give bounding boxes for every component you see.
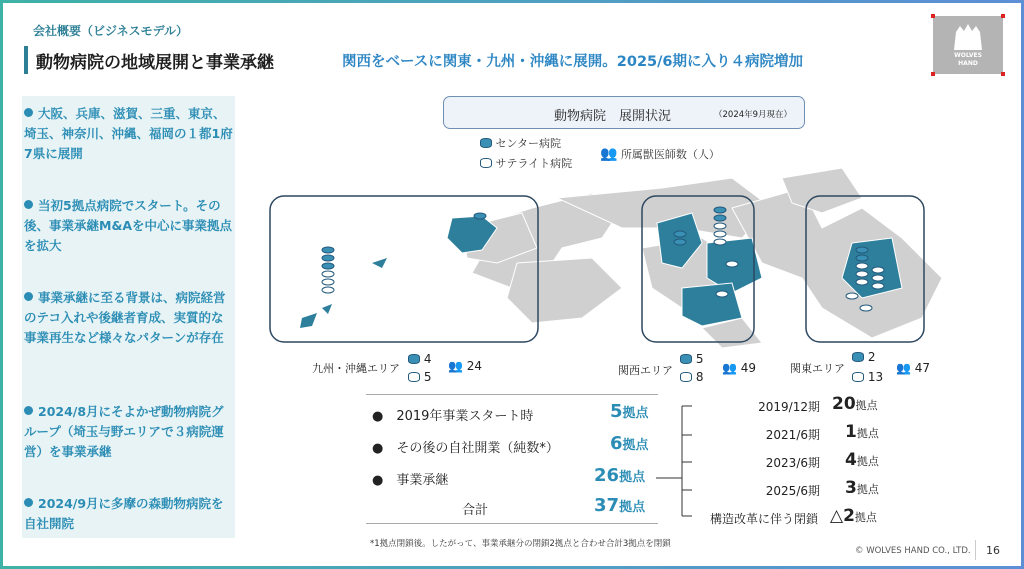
breakdown-period: 2021/6期 [765,428,820,442]
breakdown-period: 構造改革に伴う閉鎖 [710,512,819,526]
bracket-connector [656,400,692,520]
bullet-item: 事業承継に至る背景は、病院経営のテコ入れや後継者育成、実質的な事業再生など様々なパターンが存在 [24,290,226,345]
summary-row: ● 事業承継 [372,473,449,488]
footnote: *1拠点閉鎖後。したがって、事業承継分の閉鎖2拠点と合わせ合計3拠点を閉鎖 [370,539,671,549]
summary-row: ● その後の自社開業（純数*） [372,441,559,456]
area-kanto-satellite: 13 [852,370,883,384]
area-kanto-center: 2 [852,350,875,364]
legend-center: センター病院 [480,135,561,151]
page-title: 動物病院の地域展開と事業承継 [36,53,274,73]
breakdown-num: 20拠点 [832,394,878,414]
area-kyushu-center: 4 [408,352,431,366]
summary-total-num: 37拠点 [594,495,646,516]
sidebar-panel [22,96,235,538]
legend-satellite: サテライト病院 [480,155,572,171]
area-kansai-vets: 👥 49 [722,361,757,375]
summary-num: 5拠点 [610,401,649,422]
page-subtitle: 関西をベースに関東・九州・沖縄に展開。2025/6期に入り４病院増加 [342,54,804,70]
area-kanto-vets: 👥 47 [896,361,931,375]
area-kanto-label: 関東エリア [790,362,845,375]
breakdown-num: 4拠点 [845,450,879,470]
bullet-item: 大阪、兵庫、滋賀、三重、東京、埼玉、神奈川、沖縄、福岡の１都1府7県に展開 [24,106,233,161]
satellite-hospital-icon [480,158,492,168]
legend-vets: 👥 所属獣医師数（人） [600,146,720,162]
area-kyushu-satellite: 5 [408,370,431,384]
page-number: 16 [986,544,1000,557]
wolf-hand-icon [950,22,986,52]
summary-table [366,394,658,524]
section-label: 会社概要（ビジネスモデル） [33,24,189,38]
breakdown-list [700,392,900,532]
summary-total-label: 合計 [462,503,489,518]
company-logo [933,16,1003,74]
copyright: © WOLVES HAND CO., LTD. [855,546,971,556]
map-title: 動物病院 展開状況 [554,109,672,124]
summary-num: 6拠点 [610,433,649,454]
title-bar-accent [24,46,28,74]
logo-text-2: HAND [958,60,978,67]
breakdown-period: 2019/12期 [758,400,820,414]
breakdown-num: 3拠点 [845,478,879,498]
logo-text-1: WOLVES [954,52,982,59]
japan-map [262,168,962,350]
breakdown-period: 2025/6期 [765,484,820,498]
breakdown-period: 2023/6期 [765,456,820,470]
summary-num: 26拠点 [594,465,646,486]
area-kansai-center: 5 [680,352,703,366]
page-divider [975,540,976,560]
bullet-item: 当初5拠点病院でスタート。その後、事業承継M&Aを中心に事業拠点を拡大 [24,198,233,253]
area-kansai-label: 関西エリア [618,364,673,377]
breakdown-num: 1拠点 [845,422,879,442]
area-kyushu-label: 九州・沖縄エリア [312,362,400,375]
map-date: （2024年9月現在） [714,110,793,120]
map-title-box [443,96,805,129]
summary-row: ● 2019年事業スタート時 [372,409,534,424]
veterinarian-icon: 👥 [600,146,618,162]
bullet-item: 2024/8月にそよかぜ動物病院グループ（埼玉与野エリアで３病院運営）を事業承継 [24,404,224,459]
bullet-item: 2024/9月に多摩の森動物病院を自社開院 [24,496,224,531]
breakdown-num: △2拠点 [830,506,877,526]
area-kansai-satellite: 8 [680,370,703,384]
center-hospital-icon [480,138,492,148]
area-kyushu-vets: 👥 24 [448,359,483,373]
